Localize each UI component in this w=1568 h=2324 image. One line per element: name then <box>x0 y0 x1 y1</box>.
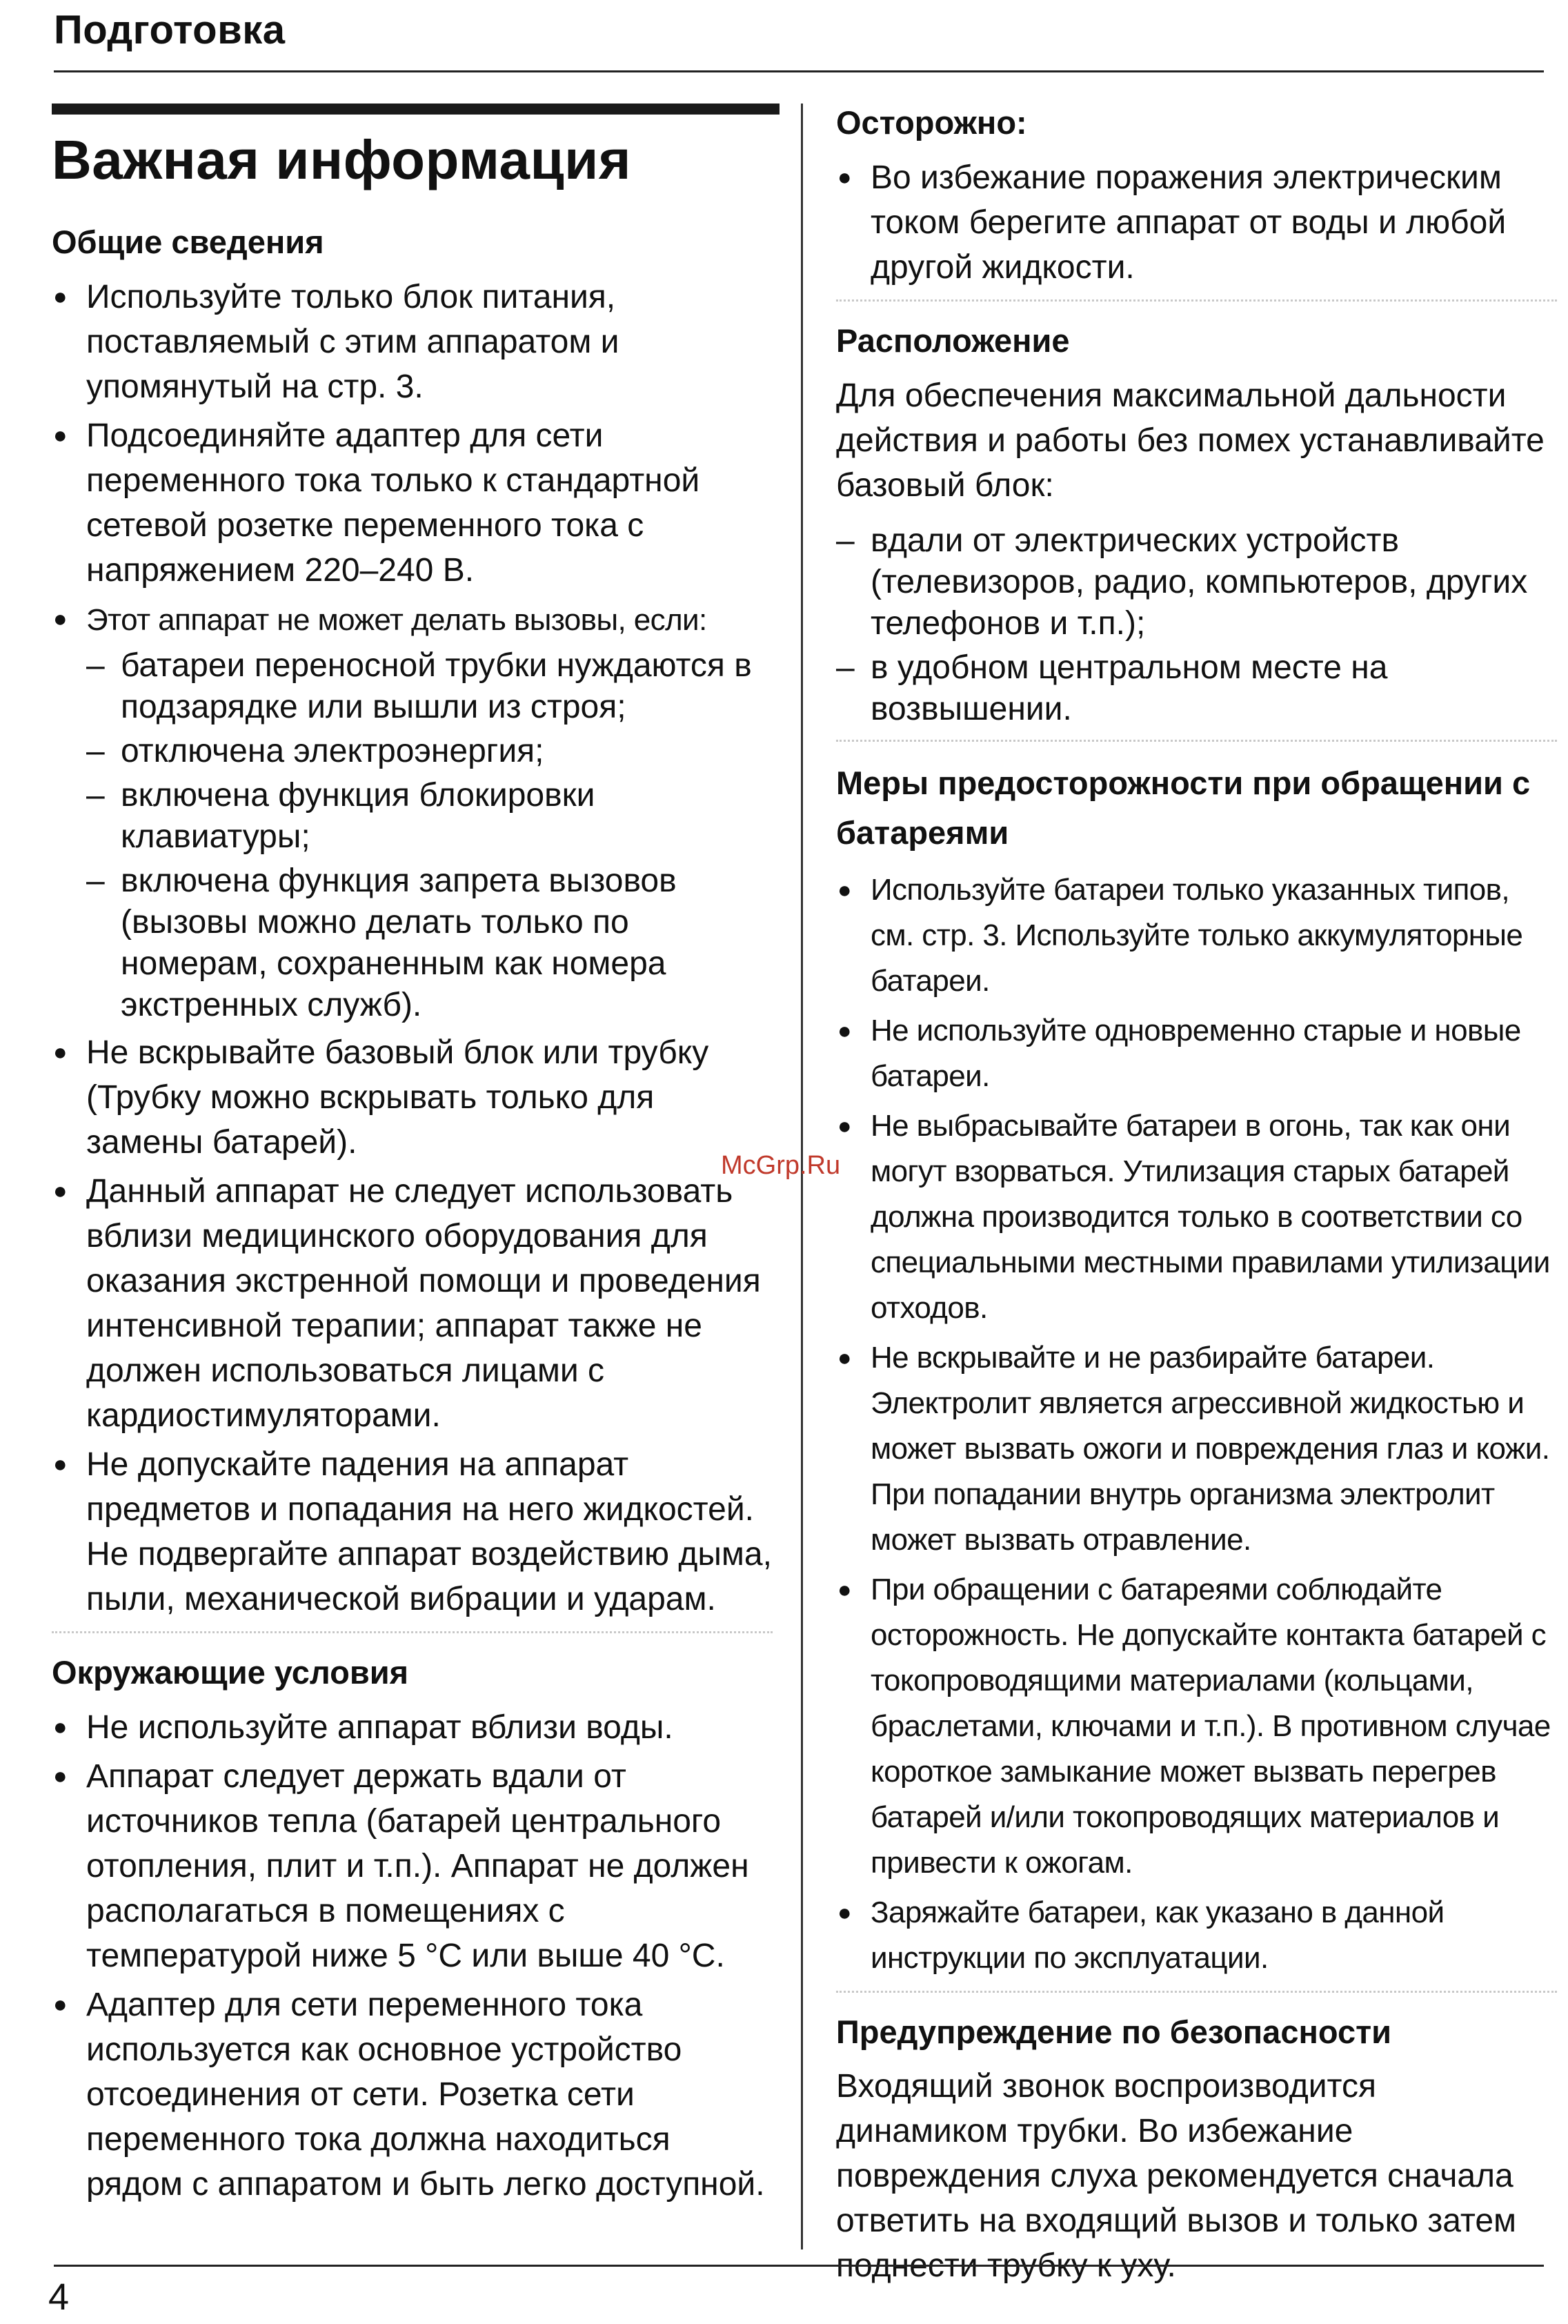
page-title: Важная информация <box>52 129 631 190</box>
list-item: ● Аппарат следует держать вдали от источников тепла (батарей центрального отопления, плит и т.п.). Аппарат не должен располагаться в помещениях с температурой ниже 5 °C или выше 40 °C. <box>52 1754 773 1978</box>
location-intro: Для обеспечения максимальной дальности действия и работы без помех устанавливайте базовый блок: <box>836 377 1545 504</box>
list-item: ● Не допускайте падения на аппарат предметов и попадания на него жидкостей. Не подвергайте аппарат воздействию дыма, пыли, механической вибрации и ударам. <box>52 1442 773 1622</box>
list-item-with-sublist <box>52 597 773 1026</box>
list-item: ● Не вскрывайте базовый блок или трубку (Трубку можно вскрывать только для замены батарей). <box>52 1030 773 1165</box>
list-item: ● Используйте батареи только указанных типов, см. стр. 3. Используйте только аккумуляторные батареи. <box>836 867 1557 1004</box>
running-head: Подготовка <box>54 8 286 52</box>
section-heading-caution: Осторожно: <box>836 104 1027 141</box>
list-item: ● Не вскрывайте и не разбирайте батареи. Электролит является агрессивной жидкостью и может вызвать ожоги и повреждения глаз и кожи. При попадании внутрь организма электролит может вызвать отравление. <box>836 1335 1557 1563</box>
section-general <box>52 219 773 1622</box>
safety-text: Входящий звонок воспроизводится динамиком трубки. Во избежание повреждения слуха рекомендуется сначала ответить на входящий вызов и только затем поднести трубку к уху. <box>836 2068 1517 2285</box>
list-item: ● Заряжайте батареи, как указано в данной инструкции по эксплуатации. <box>836 1890 1557 1981</box>
general-list <box>52 275 773 1622</box>
sub-list-item: – включена функция запрета вызовов (вызовы можно делать только по номерам, сохраненным как номера экстренных служб). <box>86 860 773 1026</box>
section-heading-location: Расположение <box>836 322 1070 359</box>
list-item: ● Данный аппарат не следует использовать вблизи медицинского оборудования для оказания экстренной помощи и проведения интенсивной терапии; аппарат также не должен использоваться лицами с кардиостимуляторами. <box>52 1169 773 1438</box>
list-item: ● Подсоединяйте адаптер для сети переменного тока только к стандартной сетевой розетке переменного тока с напряжением 220–240 В. <box>52 413 773 593</box>
section-location <box>836 318 1557 730</box>
section-environment <box>52 1650 773 2207</box>
section-batteries <box>836 758 1557 1981</box>
sub-list-item: – вдали от электрических устройств (телевизоров, радио, компьютеров, других телефонов и т.п.); <box>836 520 1557 644</box>
section-heading-batteries: Меры предосторожности при обращении с батареями <box>836 764 1531 851</box>
environment-list <box>52 1705 773 2207</box>
list-item: ● Во избежание поражения электрическим током берегите аппарат от воды и любой другой жидкости. <box>836 155 1557 290</box>
sub-list-item: – включена функция блокировки клавиатуры; <box>86 775 773 858</box>
location-list <box>836 520 1557 730</box>
batteries-list <box>836 867 1557 1981</box>
general-sublist <box>86 645 773 1026</box>
list-item: ● Используйте только блок питания, поставляемый с этим аппаратом и упомянутый на стр. 3. <box>52 275 773 409</box>
footer-rule <box>54 2265 1544 2267</box>
list-item: ● Не выбрасывайте батареи в огонь, так как они могут взорваться. Утилизация старых батарей должна производится только в соответствии со специальными местными правилами утилизации отходов. <box>836 1103 1557 1331</box>
caution-list <box>836 155 1557 290</box>
title-bar <box>52 104 780 115</box>
watermark: McGrp.Ru <box>721 1151 841 1180</box>
sub-list-item: – в удобном центральном месте на возвышении. <box>836 647 1557 730</box>
section-heading-safety: Предупреждение по безопасности <box>836 2013 1391 2050</box>
section-divider <box>836 1991 1557 1993</box>
section-divider <box>836 740 1557 742</box>
page-number: 4 <box>48 2276 70 2318</box>
right-column <box>836 100 1557 2301</box>
sub-list-item: – отключена электроэнергия; <box>86 731 773 772</box>
list-item: ● Не используйте одновременно старые и новые батареи. <box>836 1008 1557 1099</box>
list-item: ● Адаптер для сети переменного тока используется как основное устройство отсоединения от сети. Розетка сети переменного тока должна находиться рядом с аппаратом и быть легко доступной. <box>52 1982 773 2207</box>
section-safety <box>836 2009 1557 2289</box>
left-column <box>52 104 773 2211</box>
section-heading-general: Общие сведения <box>52 224 324 260</box>
list-item-text: Этот аппарат не может делать вызовы, если: <box>86 602 707 637</box>
section-caution <box>836 100 1557 290</box>
list-item: ● При обращении с батареями соблюдайте осторожность. Не допускайте контакта батарей с токопроводящими материалами (кольцами, браслетами, ключами и т.п.). В противном случае короткое замыкание может вызвать перегрев батарей и/или токопроводящих материалов и привести к ожогам. <box>836 1567 1557 1886</box>
list-item: ● Не используйте аппарат вблизи воды. <box>52 1705 773 1750</box>
header-rule <box>54 70 1544 72</box>
sub-list-item: – батареи переносной трубки нуждаются в подзарядке или вышли из строя; <box>86 645 773 728</box>
section-divider <box>52 1631 773 1633</box>
section-heading-environment: Окружающие условия <box>52 1653 409 1691</box>
section-divider <box>836 299 1557 302</box>
